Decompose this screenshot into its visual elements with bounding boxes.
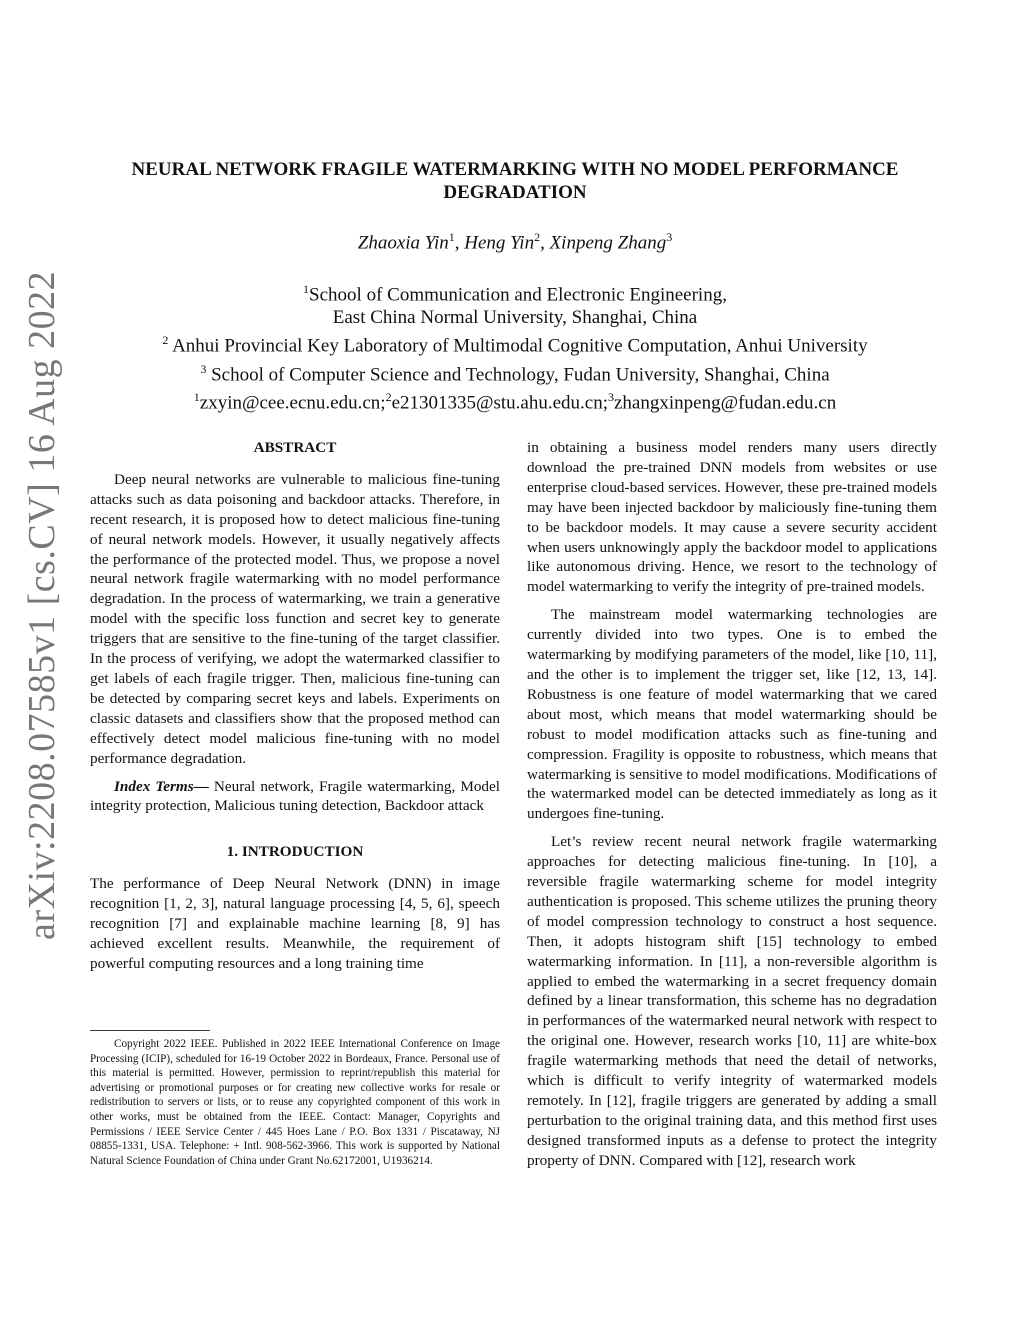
index-terms-label: Index Terms— xyxy=(114,777,209,795)
affiliation-3-sup: 3 xyxy=(200,361,207,376)
affiliation-2 xyxy=(90,329,940,357)
title-line-1: NEURAL NETWORK FRAGILE WATERMARKING WITH NO MODEL PERFORMANCE xyxy=(131,159,899,180)
left-column xyxy=(90,438,500,982)
copyright-text: Copyright 2022 IEEE. Published in 2022 IEEE International Conference on Image Processing (ICIP), scheduled for 16-19 October 2022 in Bordeaux, France. Personal use of this material is permitted. However, permission to reprint/republish this material for advertising or promotional purposes or for creating new collective works for resale or redistribution to servers or lists, or to reuse any copyrighted component of this work in other works, must be obtained from the IEEE. Contact: Manager, Copyrights and Permissions / IEEE Service Center / 445 Hoes Lane / P.O. Box 1331 / Piscataway, NJ 08855-1331, USA. Telephone: + Intl. 908-562-3966. This work is supported by National Natural Science Foundation of China under Grant No.62172001, U1936214. xyxy=(90,1038,500,1167)
abstract-text: Deep neural networks are vulnerable to malicious fine-tuning attacks such as data poisoning and backdoor attacks. Therefore, in recent research, it is proposed how to detect malicious fine-tuning of neural network models. However, it usually negatively affects the performance of the protected model. Thus, we propose a novel neural network fragile watermarking with no model performance degradation. In the process of watermarking, we train a generative model with the specific loss function and secret key to generate triggers that are sensitive to the fine-tuning of the target classifier. In the process of verifying, we adopt the watermarked classifier to get labels of each fragile trigger. Then, malicious fine-tuning can be detected by comparing secret keys and labels. Experiments on classic datasets and classifiers show that the proposed method can effectively detect model malicious fine-tuning with no model performance degradation. xyxy=(90,470,500,767)
affiliation-3 xyxy=(90,358,940,386)
affiliation-1-text: School of Communication and Electronic Engineering, xyxy=(309,284,727,306)
index-terms-text: Neural network, Fragile watermarking, Model integrity protection, Malicious tuning detection, Backdoor attack xyxy=(90,777,500,815)
copyright-footnote xyxy=(90,1030,500,1168)
email-3: zhangxinpeng@fudan.edu.cn xyxy=(614,392,837,414)
right-column xyxy=(527,438,937,1179)
affiliation-2-sup: 2 xyxy=(162,333,169,348)
affiliations xyxy=(90,278,940,414)
abstract-heading: ABSTRACT xyxy=(253,439,337,456)
intro-paragraph-1: The performance of Deep Neural Network (DNN) in image recognition [1, 2, 3], natural language processing [4, 5, 6], speech recognition [7] and explainable machine learning [8, 9] has achieved excellent results. Meanwhile, the requirement of powerful computing resources and a long training time xyxy=(90,875,500,972)
author-list: Zhaoxia Yin$^1$, Heng Yin$^2$, Xinpeng Zhang$^3$ xyxy=(357,230,673,254)
email-2: e21301335@stu.ahu.edu.cn; xyxy=(391,392,608,414)
affiliation-1b: East China Normal University, Shanghai, China xyxy=(332,307,698,329)
author-1: Zhaoxia Yin xyxy=(357,232,449,254)
author-2: Heng Yin xyxy=(464,232,535,254)
introduction-heading: 1. INTRODUCTION xyxy=(226,843,364,861)
right-paragraph-3: Let’s review recent neural network fragile watermarking approaches for detecting malicious fine-tuning. In [10], a reversible fragile watermarking scheme for model integrity authentication is proposed. This scheme utilizes the pruning theory of model compression technology to construct a host sequence. Then, it adopts histogram shift [15] technology to embed watermarking information. In [11], a non-reversible algorithm is applied to embed the watermarking in a secret frequency domain defined by a linear transformation, this scheme has no degradation in performances of the watermarked neural network with respect to the original one. However, research works [10, 11] are white-box fragile watermarking methods that need the detail of networks, which is difficult to verify integrity of watermarked models remotely. In [12], fragile triggers are generated by adding a small perturbation to the original training data, and this method first uses designed transformed inputs as a defense to protect the integrity property of DNN. Compared with [12], research work xyxy=(527,833,937,1169)
footnote-rule xyxy=(90,1030,210,1031)
email-2-sup: 2 xyxy=(385,389,392,404)
arxiv-identifier: arXiv:2208.07585v1 [cs.CV] 16 Aug 2022 xyxy=(21,270,63,940)
paper-title xyxy=(90,158,940,204)
affiliation-3-text: School of Computer Science and Technology, Fudan University, Shanghai, China xyxy=(206,363,830,385)
right-paragraph-2: The mainstream model watermarking technologies are currently divided into two types. One is to embed the watermarking by modifying parameters of the model, like [10, 11], and the other is to implement the trigger set, like [12, 13, 14]. Robustness is one feature of model watermarking that we cared about most, which means that model watermarking should be robust to model modification attacks such as fine-tuning and compression. Fragility is opposite to robustness, which means that watermarking is sensitive to model modifications. Modifications of the watermarked model can be detected immediately as long as it undergoes fine-tuning. xyxy=(527,606,937,823)
author-3: Xinpeng Zhang xyxy=(549,232,667,254)
affiliation-2-text: Anhui Provincial Key Laboratory of Multimodal Cognitive Computation, Anhui University xyxy=(168,335,868,357)
author-1-sup: 1 xyxy=(448,230,455,244)
index-terms xyxy=(90,777,500,817)
title-line-2: DEGRADATION xyxy=(443,182,587,203)
author-3-sup: 3 xyxy=(666,230,673,244)
affiliation-1-sup: 1 xyxy=(303,282,310,296)
email-1-sup: 1 xyxy=(193,389,200,404)
email-1: zxyin@cee.ecnu.edu.cn; xyxy=(199,392,386,414)
emails xyxy=(90,386,940,414)
affiliation-1 xyxy=(90,278,940,306)
email-3-sup: 3 xyxy=(608,389,614,404)
right-paragraph-1: in obtaining a business model renders many users directly download the pre-trained DNN models from websites or use enterprise cloud-based services. However, these pre-trained models may have been injected backdoor by maliciously fine-tuning them to be backdoor models. It may cause a severe security accident when users unknowingly apply the backdoor model to applications like autonomous driving. Hence, we resort to the technology of model watermarking to verify the integrity of pre-trained models. xyxy=(527,439,937,596)
author-2-sup: 2 xyxy=(534,230,541,244)
